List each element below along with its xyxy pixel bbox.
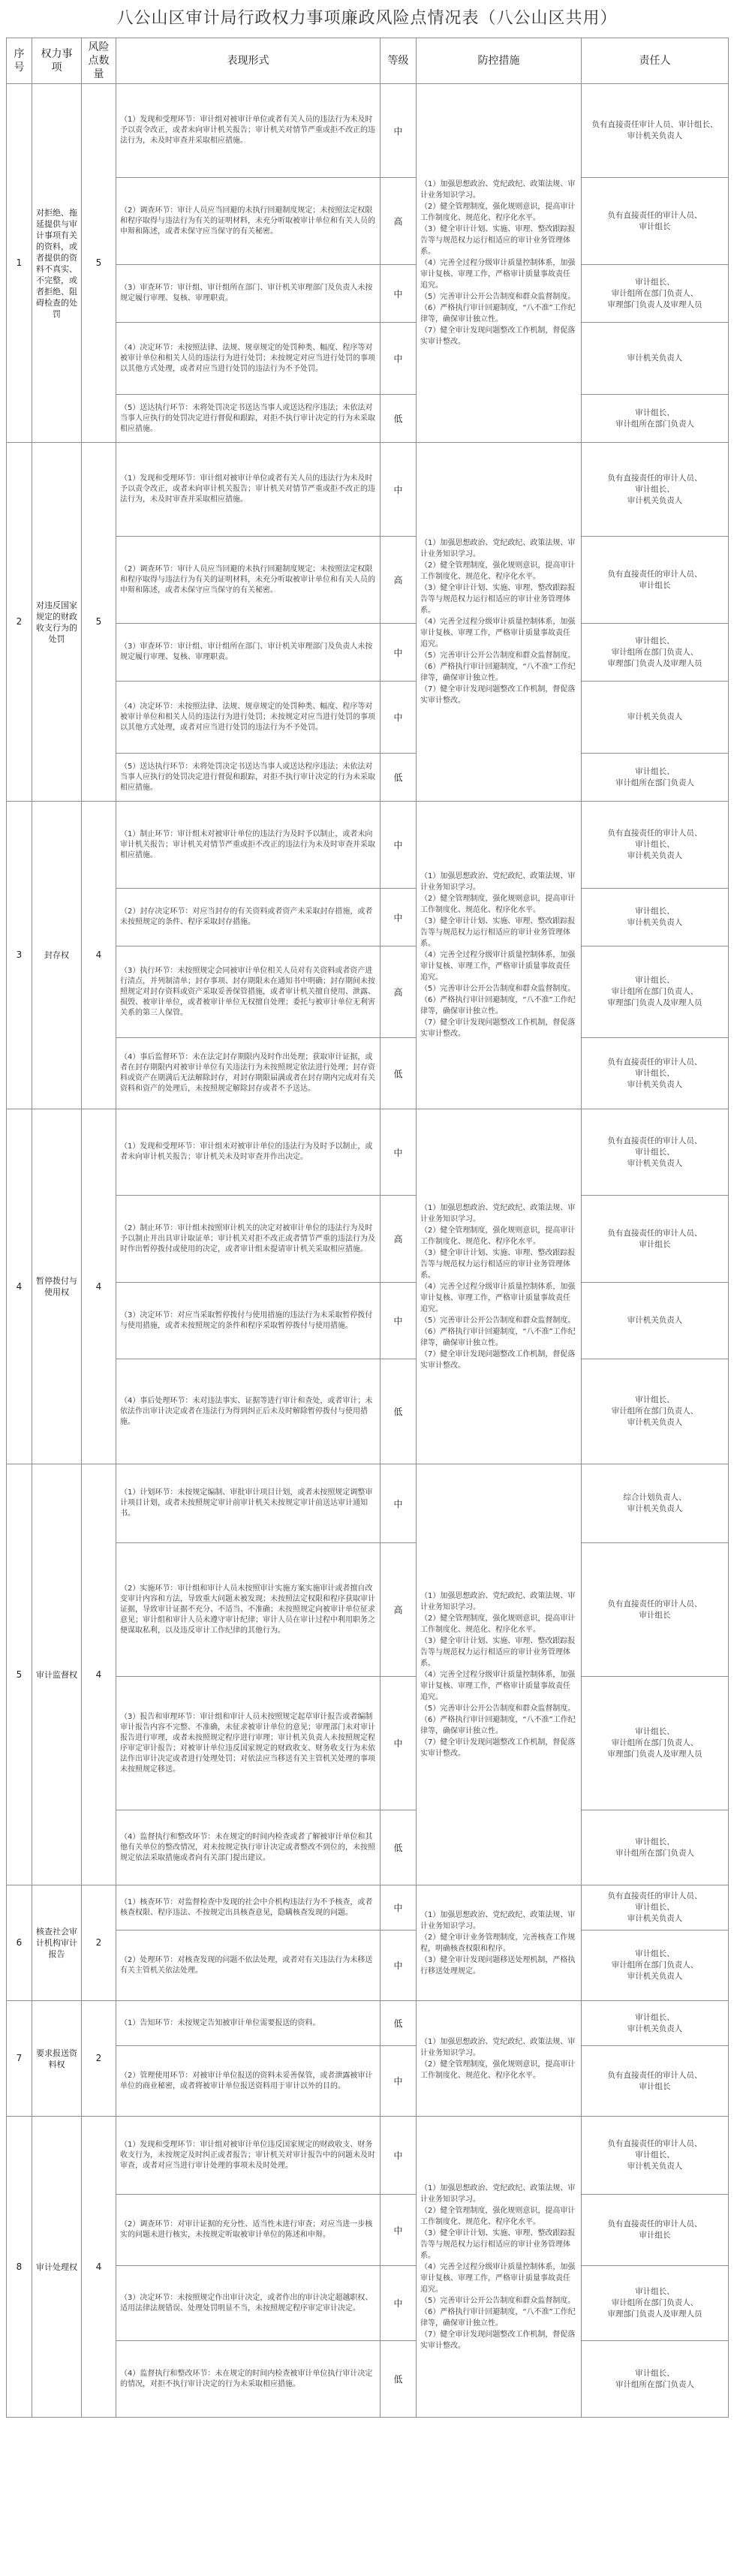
responsible-line: 审计组长、 — [635, 277, 675, 287]
responsible-line: 审理部门负责人及审理人员 — [607, 998, 702, 1007]
header-count: 风险点数量 — [82, 38, 116, 84]
responsible-line: 审理部门负责人及审理人员 — [607, 658, 702, 668]
measures-cell — [417, 1464, 582, 1885]
responsible-line: 审计组长、 — [635, 840, 675, 849]
responsible-line: 审计机关负责人 — [627, 918, 683, 927]
measure-line: （2）健全审计业务管理制度，完善核查工作规程，明确核查权限和程序。 — [420, 1933, 576, 1953]
responsible-cell — [582, 624, 729, 682]
risk-form-cell: （4）监督执行和整改环节：未在规定的时间内检查或者了解被审计单位和其他有关单位的整改情况，对未按规定执行审计决定或者整改不到位的，未按照规定依法采取措施或者向有关部门提出建议。 — [116, 1810, 381, 1885]
responsible-line: 审计机关负责人 — [627, 1504, 683, 1513]
risk-level-cell: 高 — [381, 537, 417, 624]
responsible-cell — [582, 1359, 729, 1464]
table-row — [7, 84, 729, 178]
responsible-cell — [582, 1038, 729, 1109]
responsible-line: 审计组所在部门负责人、 — [611, 647, 699, 657]
risk-form-cell: （3）决定环节：对应当采取暂停拨付与使用措施的违法行为未采取暂停拨付与使用措施，或者未按照规定的条件和程序采取暂停拨付与使用措施。 — [116, 1283, 381, 1359]
measure-line: （5）完善审计公开公告制度和群众监督制度。 — [420, 2296, 576, 2305]
risk-form-cell: （1）制止环节：审计组未对被审计单位的违法行为及时予以制止，或者未向审计机关报告；审计机关对情节严重或拒不改正的违法行为未及时审查并采取相应措施。 — [116, 802, 381, 889]
measure-line: （2）健全管理制度，强化规则意识，提高审计工作制度化、规范化、程序化水平。 — [420, 1226, 576, 1246]
responsible-line: 审计机关负责人 — [627, 495, 683, 505]
risk-level-cell: 高 — [381, 1196, 417, 1283]
responsible-line: 审计组长 — [639, 221, 671, 231]
responsible-line: 负有直接责任的审计人员、 — [607, 2139, 702, 2148]
measure-line: （1）加强思想政治、党纪政纪、政策法规、审计业务知识学习。 — [420, 539, 576, 558]
responsible-cell — [582, 2117, 729, 2195]
responsible-line: 负有直接责任的审计人员、 — [607, 829, 702, 838]
measure-line: （4）完善全过程分级审计质量控制体系，加强审计复核、审理工作，严格审计质量事故责任追究。 — [420, 951, 576, 982]
measure-line: （6）严格执行审计回避制度，“八不准”工作纪律等，确保审计独立性。 — [420, 2307, 576, 2328]
risk-count-cell: 4 — [82, 2117, 116, 2418]
risk-form-cell: （2）调查环节：审计人员应当回避的未执行回避制度规定；未按照法定权限和程序取得与违法行为有关的证明材料，未充分听取被审计单位和有关人员的申辩和陈述，或者未保守应当保守的有关秘密。 — [116, 537, 381, 624]
responsible-cell — [582, 84, 729, 178]
measure-line: （7）健全审计发现问题整改工作机制，督促落实审计整改。 — [420, 2330, 576, 2350]
responsible-line: 负有直接责任的审计人员、 — [607, 473, 702, 483]
responsible-cell — [582, 682, 729, 754]
measure-line: （6）严格执行审计回避制度，“八不准”工作纪律等，确保审计独立性。 — [420, 304, 576, 324]
seq-cell: 6 — [7, 1885, 32, 2001]
responsible-line: 审计组长、 — [635, 1147, 675, 1157]
measure-line: （7）健全审计发现问题整改工作机制，督促落实审计整改。 — [420, 685, 576, 705]
measures-cell — [417, 802, 582, 1109]
responsible-line: 负有直接责任的审计人员、 — [607, 210, 702, 220]
power-item-cell: 封存权 — [32, 802, 82, 1109]
measure-line: （3）健全审计计划、实施、审理、整改跟踪报告等与规范权力运行相适应的审计业务管理体系。 — [420, 917, 576, 948]
measure-line: （2）健全管理制度，强化规则意识，提高审计工作制度化、规范化、程序化水平。 — [420, 895, 576, 914]
responsible-line: 审计组长、 — [635, 1727, 675, 1736]
responsible-line: 审计组所在部门负责人、 — [611, 1961, 699, 1970]
responsible-line: 审计组长、 — [635, 1837, 675, 1846]
responsible-line: 审计组长、 — [635, 1068, 675, 1078]
risk-level-cell: 低 — [381, 395, 417, 443]
table-row — [7, 1109, 729, 1196]
risk-level-cell: 低 — [381, 754, 417, 802]
table-row — [7, 1885, 729, 1930]
measure-line: （3）健全审计计划、实施、审理、整改跟踪报告等与规范权力运行相适应的审计业务管理体系。 — [420, 225, 576, 256]
measure-line: （4）完善全过程分级审计质量控制体系，加强审计复核、审理工作，严格审计质量事故责任追究。 — [420, 618, 576, 649]
measure-line: （7）健全审计发现问题整改工作机制，督促落实审计整改。 — [420, 1350, 576, 1370]
measure-line: （1）加强思想政治、党纪政纪、政策法规、审计业务知识学习。 — [420, 1591, 576, 1612]
power-item-cell: 暂停拨付与使用权 — [32, 1109, 82, 1464]
page-title: 八公山区审计局行政权力事项廉政风险点情况表（八公山区共用） — [116, 9, 618, 28]
measure-line: （1）加强思想政治、党纪政纪、政策法规、审计业务知识学习。 — [420, 2037, 576, 2057]
risk-level-cell: 中 — [381, 265, 417, 323]
responsible-line: 负有直接责任的审计人员、 — [607, 1057, 702, 1067]
risk-form-cell: （3）审查环节：审计组、审计组所在部门、审计机关审理部门及负责人未按规定履行审理、复核、审理职责。 — [116, 624, 381, 682]
risk-form-cell: （3）审查环节：审计组、审计组所在部门、审计机关审理部门及负责人未按规定履行审理、复核、审理职责。 — [116, 265, 381, 323]
responsible-line: 审计组长、 — [635, 1949, 675, 1958]
measure-line: （5）完善审计公开公告制度和群众监督制度。 — [420, 985, 576, 993]
measure-line: （1）加强思想政治、党纪政纪、政策法规、审计业务知识学习。 — [420, 1910, 576, 1930]
table-row — [7, 2117, 729, 2195]
measures-cell — [417, 443, 582, 802]
risk-form-cell: （5）送达执行环节：未将处罚决定书送达当事人或送达程序违法；未依法对当事人应执行的处罚决定进行督促和跟踪，对拒不执行审计决定的行为未采取相应措施。 — [116, 754, 381, 802]
risk-count-cell: 2 — [82, 1885, 116, 2001]
power-item-cell: 对违反国家规定的财政收支行为的处罚 — [32, 443, 82, 802]
risk-level-cell: 中 — [381, 1885, 417, 1930]
measure-line: （5）完善审计公开公告制度和群众监督制度。 — [420, 652, 576, 660]
responsible-cell — [582, 802, 729, 889]
risk-form-cell: （2）管理使用环节：对被审计单位报送的资料未妥善保管，或者泄露被审计单位的商业秘密，或者将被审计单位报送资料用于审计以外的目的。 — [116, 2046, 381, 2117]
risk-form-cell: （1）发现和受理环节：审计组对被审计单位或者有关人员的违法行为未及时予以责令改正，或者未向审计机关报告；审计机关对情节严重或拒不改正的违法行为，未及时审查并采取相应措施。 — [116, 84, 381, 178]
responsible-line: 审计组长、 — [635, 636, 675, 646]
measure-line: （2）健全管理制度，强化规则意识，提高审计工作制度化、规范化、程序化水平。 — [420, 2060, 576, 2080]
header-row — [7, 38, 729, 84]
responsible-line: 审计组长 — [639, 580, 671, 590]
responsible-line: 审理部门负责人及审理人员 — [607, 1750, 702, 1759]
responsible-line: 审计机关负责人 — [627, 1914, 683, 1923]
table-row — [7, 443, 729, 537]
measure-line: （5）完善审计公开公告制度和群众监督制度。 — [420, 293, 576, 301]
risk-form-cell: （2）制止环节：审计组未按照审计机关的决定对被审计单位的违法行为及时予以制止并出具审计取证单；审计机关对拒不改正或者情节严重的违法行为及时作出暂停拨付或使用的决定，或者审计组未提请审计机关采取相应措施。 — [116, 1196, 381, 1283]
responsible-line: 审计组长、 — [635, 907, 675, 916]
responsible-line: 审计组所在部门负责人、 — [611, 1738, 699, 1747]
measure-line: （3）健全审计计划、实施、审理、整改跟踪报告等与规范权力运行相适应的审计业务管理体系。 — [420, 584, 576, 615]
measure-line: （2）健全管理制度，强化规则意识，提高审计工作制度化、规范化、程序化水平。 — [420, 1614, 576, 1634]
measure-line: （1）加强思想政治、党纪政纪、政策法规、审计业务知识学习。 — [420, 2183, 576, 2204]
responsible-line: 审计组所在部门负责人、 — [611, 288, 699, 298]
responsible-line: 审计组所在部门负责人、 — [611, 1407, 699, 1416]
responsible-line: 审计机关负责人 — [627, 1158, 683, 1168]
responsible-line: 审计组长、 — [635, 2368, 675, 2378]
risk-level-cell: 高 — [381, 178, 417, 265]
measure-line: （6）严格执行审计回避制度，“八不准”工作纪律等，确保审计独立性。 — [420, 1327, 576, 1347]
responsible-line: 负有直接责任的审计人员、 — [607, 569, 702, 579]
responsible-line: 审计组长 — [639, 2231, 671, 2240]
risk-table-body — [7, 84, 729, 2418]
measure-line: （1）加强思想政治、党纪政纪、政策法规、审计业务知识学习。 — [420, 872, 576, 892]
risk-count-cell: 2 — [82, 2001, 116, 2117]
risk-level-cell: 高 — [381, 946, 417, 1038]
seq-cell: 5 — [7, 1464, 32, 1885]
risk-form-cell: （4）事后监督环节：未在法定封存期限内及时作出处理；获取审计证据，或者在封存期限内对被审计单位有关违法行为未按照规定依法进行处理；封存资料或资产在期满后无法解除封存，对封存期限届满或者在封存期内完成对有关资料和资产的处理后，未按照规定解除封存或者不予送达。 — [116, 1038, 381, 1109]
risk-form-cell: （2）调查环节：审计人员应当回避的未执行回避制度规定；未按照法定权限和程序取得与违法行为有关的证明材料，未充分听取被审计单位和有关人员的申辩和陈述，或者未保守应当保守的有关秘密。 — [116, 178, 381, 265]
risk-form-cell: （3）决定环节：未按照规定作出审计决定，或者作出的审计决定超越职权、适用法律法规错误、处理处罚明显不当，未按照规定程序审定审计决定。 — [116, 2266, 381, 2341]
measure-line: （1）加强思想政治、党纪政纪、政策法规、审计业务知识学习。 — [420, 1203, 576, 1223]
risk-level-cell: 中 — [381, 2046, 417, 2117]
risk-form-cell: （4）决定环节：未按照法律、法规、规章规定的处罚种类、幅度、程序等对被审计单位和相关人员的违法行为进行处罚；未按规定对应当进行处罚的事项以其他方式处理，或者对应当进行处罚的违法行为不予处罚。 — [116, 323, 381, 395]
measure-line: （2）健全管理制度，强化规则意识，提高审计工作制度化、规范化、程序化水平。 — [420, 561, 576, 581]
responsible-line: 负有直接责任审计人员、审计组长、 — [591, 120, 718, 129]
risk-level-cell: 低 — [381, 1810, 417, 1885]
responsible-cell — [582, 1810, 729, 1885]
seq-cell: 1 — [7, 84, 32, 443]
responsible-line: 审计组所在部门负责人 — [615, 419, 694, 429]
responsible-line: 审计组长、 — [635, 484, 675, 494]
responsible-line: 审计组长、 — [635, 408, 675, 417]
responsible-cell — [582, 1885, 729, 1930]
responsible-line: 负有直接责任的审计人员、 — [607, 1136, 702, 1145]
power-item-cell: 审计处理权 — [32, 2117, 82, 2418]
risk-level-cell: 中 — [381, 889, 417, 946]
responsible-line: 审计组长、 — [635, 2150, 675, 2159]
risk-form-cell: （4）决定环节：未按照法律、法规、规章规定的处罚种类、幅度、程序等对被审计单位和相关人员的违法行为进行处罚；未按规定对应当进行处罚的事项以其他方式处理，或者对应当进行处罚的违法行为不予处罚。 — [116, 682, 381, 754]
power-item-cell: 对拒绝、拖延提供与审计事项有关的资料，或者提供的资料不真实、不完整，或者拒绝、阻碍检查的处罚 — [32, 84, 82, 443]
risk-form-cell: （2）封存决定环节：对应当封存的有关资料或者资产未采取封存措施，或者未按照规定的条件、程序采取封存措施。 — [116, 889, 381, 946]
measures-cell — [417, 1885, 582, 2001]
risk-level-cell: 中 — [381, 624, 417, 682]
seq-cell: 4 — [7, 1109, 32, 1464]
risk-count-cell: 4 — [82, 1109, 116, 1464]
responsible-cell — [582, 265, 729, 323]
measure-line: （7）健全审计发现问题整改工作机制，督促落实审计整改。 — [420, 1019, 576, 1038]
measure-line: （2）健全管理制度，强化规则意识，提高审计工作制度化、规范化、程序化水平。 — [420, 2206, 576, 2226]
header-resp: 责任人 — [582, 38, 729, 84]
responsible-cell — [582, 2046, 729, 2117]
seq-cell: 2 — [7, 443, 32, 802]
responsible-line: 审计机关负责人 — [627, 354, 683, 363]
risk-form-cell: （4）事后处理环节：未对违法事实、证据等进行审计和查处，或者审计；未依法作出审计决定或者在违法行为得到纠正后未及时解除暂停拨付与使用措施。 — [116, 1359, 381, 1464]
power-item-cell: 审计监督权 — [32, 1464, 82, 1885]
responsible-line: 审计组所在部门负责人 — [615, 778, 694, 787]
table-row — [7, 1464, 729, 1543]
responsible-line: 审计组长、 — [635, 1903, 675, 1912]
measure-line: （3）健全审计发现问题移送处理机制，严格执行移送处理规定。 — [420, 1955, 576, 1976]
responsible-line: 审计组所在部门负责人、 — [611, 987, 699, 996]
power-item-cell: 要求报送资料权 — [32, 2001, 82, 2117]
risk-level-cell: 中 — [381, 323, 417, 395]
risk-form-cell: （2）实施环节：审计组和审计人员未按照审计实施方案实施审计或者擅自改变审计内容和方法，导致重大问题未被发现；未按照法定权限和程序获取审计证据，导致审计证据不充分、不适当、不准确；未按照规定向被审计单位征求意见；审计组和审计人员未遵守审计纪律；审计人员在审计过程中利用职务之便谋取私利，以及违反审计工作纪律的其他行为。 — [116, 1543, 381, 1677]
responsible-line: 审计机关负责人 — [627, 1079, 683, 1089]
seq-cell: 8 — [7, 2117, 32, 2418]
risk-form-cell: （4）监督执行和整改环节：未在规定的时间内检查被审计单位执行审计决定的情况，对拒不执行审计决定的行为未采取相应措施。 — [116, 2341, 381, 2418]
responsible-cell — [582, 2266, 729, 2341]
responsible-cell — [582, 2195, 729, 2266]
risk-form-cell: （1）发现和受理环节：审计组对被审计单位违反国家规定的财政收支、财务收支行为，未按规定及时纠正或者报告；审计机关对审计报告中的问题未及时审查，或者对应当进行审计处理的事项未及时处理。 — [116, 2117, 381, 2195]
risk-level-cell: 中 — [381, 443, 417, 537]
responsible-line: 审计组长、 — [635, 2012, 675, 2022]
responsible-cell — [582, 395, 729, 443]
risk-level-cell: 中 — [381, 2117, 417, 2195]
responsible-cell — [582, 537, 729, 624]
risk-level-cell: 中 — [381, 1283, 417, 1359]
risk-level-cell: 低 — [381, 2341, 417, 2418]
risk-form-cell: （1）核查环节：对监督检查中发现的社会中介机构违法行为不予核查，或者核查权限、程序违法、不按规定出具核查意见，隐瞒核查发现的问题。 — [116, 1885, 381, 1930]
measure-line: （7）健全审计发现问题整改工作机制，督促落实审计整改。 — [420, 1738, 576, 1758]
risk-level-cell: 中 — [381, 802, 417, 889]
seq-cell: 3 — [7, 802, 32, 1109]
risk-form-cell: （2）调查环节：对审计证据的充分性、适当性未进行审查；对应当进一步核实的问题未进行核实，未按规定听取被审计单位的陈述和申辩。 — [116, 2195, 381, 2266]
responsible-line: 审计组长 — [639, 2081, 671, 2091]
responsible-line: 审计机关负责人 — [627, 712, 683, 721]
risk-form-cell: （5）送达执行环节：未将处罚决定书送达当事人或送达程序违法；未依法对当事人应执行的处罚决定进行督促和跟踪，对拒不执行审计决定的行为未采取相应措施。 — [116, 395, 381, 443]
risk-level-cell: 中 — [381, 1109, 417, 1196]
responsible-line: 审理部门负责人及审理人员 — [607, 299, 702, 309]
measure-line: （3）健全审计计划、实施、审理、整改跟踪报告等与规范权力运行相适应的审计业务管理体系。 — [420, 1636, 576, 1668]
measure-line: （4）完善全过程分级审计质量控制体系，加强审计复核、审理工作，严格审计质量事故责任追究。 — [420, 1670, 576, 1702]
risk-table — [6, 38, 729, 2418]
risk-count-cell: 5 — [82, 443, 116, 802]
responsible-line: 审计机关负责人 — [627, 851, 683, 860]
risk-level-cell: 中 — [381, 1677, 417, 1810]
responsible-cell — [582, 1930, 729, 2001]
measure-line: （5）完善审计公开公告制度和群众监督制度。 — [420, 1704, 576, 1713]
measures-cell — [417, 84, 582, 443]
responsible-cell — [582, 1283, 729, 1359]
table-row — [7, 2001, 729, 2046]
risk-form-cell: （3）报告和审理环节：审计组和审计人员未按照规定起草审计报告或者编制审计报告内容不完整、不准确，未征求被审计单位的意见；审理部门未对审计报告进行审理，或者未按照规定程序进行审理；审计机关负责人未按照规定程序审定审计报告；对被审计单位违反国家规定的财政收支、财务收支行为未依法作出审计决定或者进行处理处罚；对依法应当移送有关主管机关处理的事项未按照规定移送。 — [116, 1677, 381, 1810]
responsible-line: 审计组长、 — [635, 766, 675, 776]
risk-form-cell: （1）发现和受理环节：审计组未对被审计单位的违法行为及时予以制止，或者未向审计机关报告；审计机关未及时审查并作出决定。 — [116, 1109, 381, 1196]
measure-line: （6）严格执行审计回避制度，“八不准”工作纪律等，确保审计独立性。 — [420, 996, 576, 1016]
header-level: 等级 — [381, 38, 417, 84]
measure-line: （4）完善全过程分级审计质量控制体系，加强审计复核、审理工作，严格审计质量事故责任追究。 — [420, 1282, 576, 1314]
responsible-cell — [582, 178, 729, 265]
responsible-line: 负有直接责任的审计人员、 — [607, 2219, 702, 2228]
risk-form-cell: （1）发现和受理环节：审计组对被审计单位或者有关人员的违法行为未及时予以责令改正，或者未向审计机关报告；审计机关对情节严重或拒不改正的违法行为，未及时审查并采取相应措施。 — [116, 443, 381, 537]
responsible-line: 审理部门负责人及审理人员 — [607, 2310, 702, 2319]
header-form: 表现形式 — [116, 38, 381, 84]
risk-form-cell: （1）计划环节：未按规定编制、审批审计项目计划，或者未按照规定调整审计项目计划，或者未按照规定审计前审计机关未按规定审计前送达审计通知书。 — [116, 1464, 381, 1543]
responsible-line: 审计组长、 — [635, 976, 675, 985]
responsible-line: 审计机关负责人 — [627, 1316, 683, 1325]
header-measures: 防控措施 — [417, 38, 582, 84]
responsible-line: 审计组长、 — [635, 1395, 675, 1404]
responsible-cell — [582, 1543, 729, 1677]
responsible-line: 审计组所在部门负责人 — [615, 2379, 694, 2389]
risk-level-cell: 中 — [381, 84, 417, 178]
measure-line: （4）完善全过程分级审计质量控制体系，加强审计复核、审理工作，严格审计质量事故责任追究。 — [420, 259, 576, 290]
responsible-line: 审计机关负责人 — [627, 1972, 683, 1981]
header-item: 权力事项 — [32, 38, 82, 84]
responsible-cell — [582, 2341, 729, 2418]
responsible-cell — [582, 1464, 729, 1543]
responsible-cell — [582, 443, 729, 537]
responsible-cell — [582, 946, 729, 1038]
responsible-line: 审计组所在部门负责人、 — [611, 2298, 699, 2307]
header-seq: 序号 — [7, 38, 32, 84]
responsible-line: 审计组所在部门负责人 — [615, 1848, 694, 1858]
risk-level-cell: 高 — [381, 1543, 417, 1677]
risk-level-cell: 低 — [381, 1359, 417, 1464]
risk-level-cell: 中 — [381, 2195, 417, 2266]
risk-form-cell: （2）处理环节：对核查发现的问题不依法处理，或者对有关违法行为未移送有关主管机关依法处理。 — [116, 1930, 381, 2001]
responsible-cell — [582, 323, 729, 395]
risk-form-cell: （1）告知环节：未按规定告知被审计单位需要报送的资料。 — [116, 2001, 381, 2046]
measure-line: （7）健全审计发现问题整改工作机制，督促落实审计整改。 — [420, 327, 576, 346]
table-row — [7, 802, 729, 889]
risk-count-cell: 4 — [82, 802, 116, 1109]
responsible-cell — [582, 889, 729, 946]
measure-line: （5）完善审计公开公告制度和群众监督制度。 — [420, 1316, 576, 1325]
responsible-cell — [582, 1677, 729, 1810]
risk-level-cell: 中 — [381, 1930, 417, 2001]
responsible-line: 负有直接责任的审计人员、 — [607, 1599, 702, 1608]
measure-line: （3）健全审计计划、实施、审理、整改跟踪报告等与规范权力运行相适应的审计业务管理体系。 — [420, 1248, 576, 1280]
responsible-line: 负有直接责任的审计人员、 — [607, 2070, 702, 2080]
risk-level-cell: 中 — [381, 682, 417, 754]
measure-line: （6）严格执行审计回避制度，“八不准”工作纪律等，确保审计独立性。 — [420, 663, 576, 682]
measures-cell — [417, 2117, 582, 2418]
measure-line: （4）完善全过程分级审计质量控制体系，加强审计复核、审理工作，严格审计质量事故责任追究。 — [420, 2262, 576, 2294]
risk-level-cell: 中 — [381, 1464, 417, 1543]
risk-count-cell: 5 — [82, 84, 116, 443]
measure-line: （6）严格执行审计回避制度，“八不准”工作纪律等，确保审计独立性。 — [420, 1715, 576, 1735]
responsible-line: 负有直接责任的审计人员、 — [607, 1228, 702, 1238]
responsible-cell — [582, 1109, 729, 1196]
risk-level-cell: 低 — [381, 1038, 417, 1109]
measure-line: （1）加强思想政治、党纪政纪、政策法规、审计业务知识学习。 — [420, 180, 576, 200]
risk-level-cell: 低 — [381, 2001, 417, 2046]
responsible-line: 审计机关负责人 — [627, 2162, 683, 2171]
power-item-cell: 核查社会审计机构审计报告 — [32, 1885, 82, 2001]
responsible-line: 审计机关负责人 — [627, 1418, 683, 1427]
responsible-line: 审计组长 — [639, 1610, 671, 1620]
responsible-line: 审计组长、 — [635, 2287, 675, 2296]
responsible-line: 负有直接责任的审计人员、 — [607, 1891, 702, 1900]
measures-cell — [417, 2001, 582, 2117]
risk-form-cell: （3）执行环节：未按照规定会同被审计单位相关人员对有关资料或者资产进行清点，并列制清单；封存事项、封存期限未在通知书中明确；封存期间未按照规定对封存资料或资产采取妥善保管措施，或者审计机关擅自使用、泄露、损毁、被审计单位，或者被审计单位无权擅自处理；委托与被审计单位无利害关系的第三人保管。 — [116, 946, 381, 1038]
responsible-line: 审计机关负责人 — [627, 131, 683, 140]
measure-line: （3）健全审计计划、实施、审理、整改跟踪报告等与规范权力运行相适应的审计业务管理体系。 — [420, 2228, 576, 2260]
seq-cell: 7 — [7, 2001, 32, 2117]
responsible-line: 审计机关负责人 — [627, 2024, 683, 2033]
measures-cell — [417, 1109, 582, 1464]
responsible-line: 审计组长 — [639, 1239, 671, 1249]
measure-line: （2）健全管理制度，强化规则意识，提高审计工作制度化、规范化、程序化水平。 — [420, 203, 576, 222]
responsible-line: 综合计划负责人、 — [623, 1493, 687, 1502]
risk-count-cell: 4 — [82, 1464, 116, 1885]
risk-level-cell: 中 — [381, 2266, 417, 2341]
responsible-cell — [582, 1196, 729, 1283]
responsible-cell — [582, 2001, 729, 2046]
responsible-cell — [582, 754, 729, 802]
